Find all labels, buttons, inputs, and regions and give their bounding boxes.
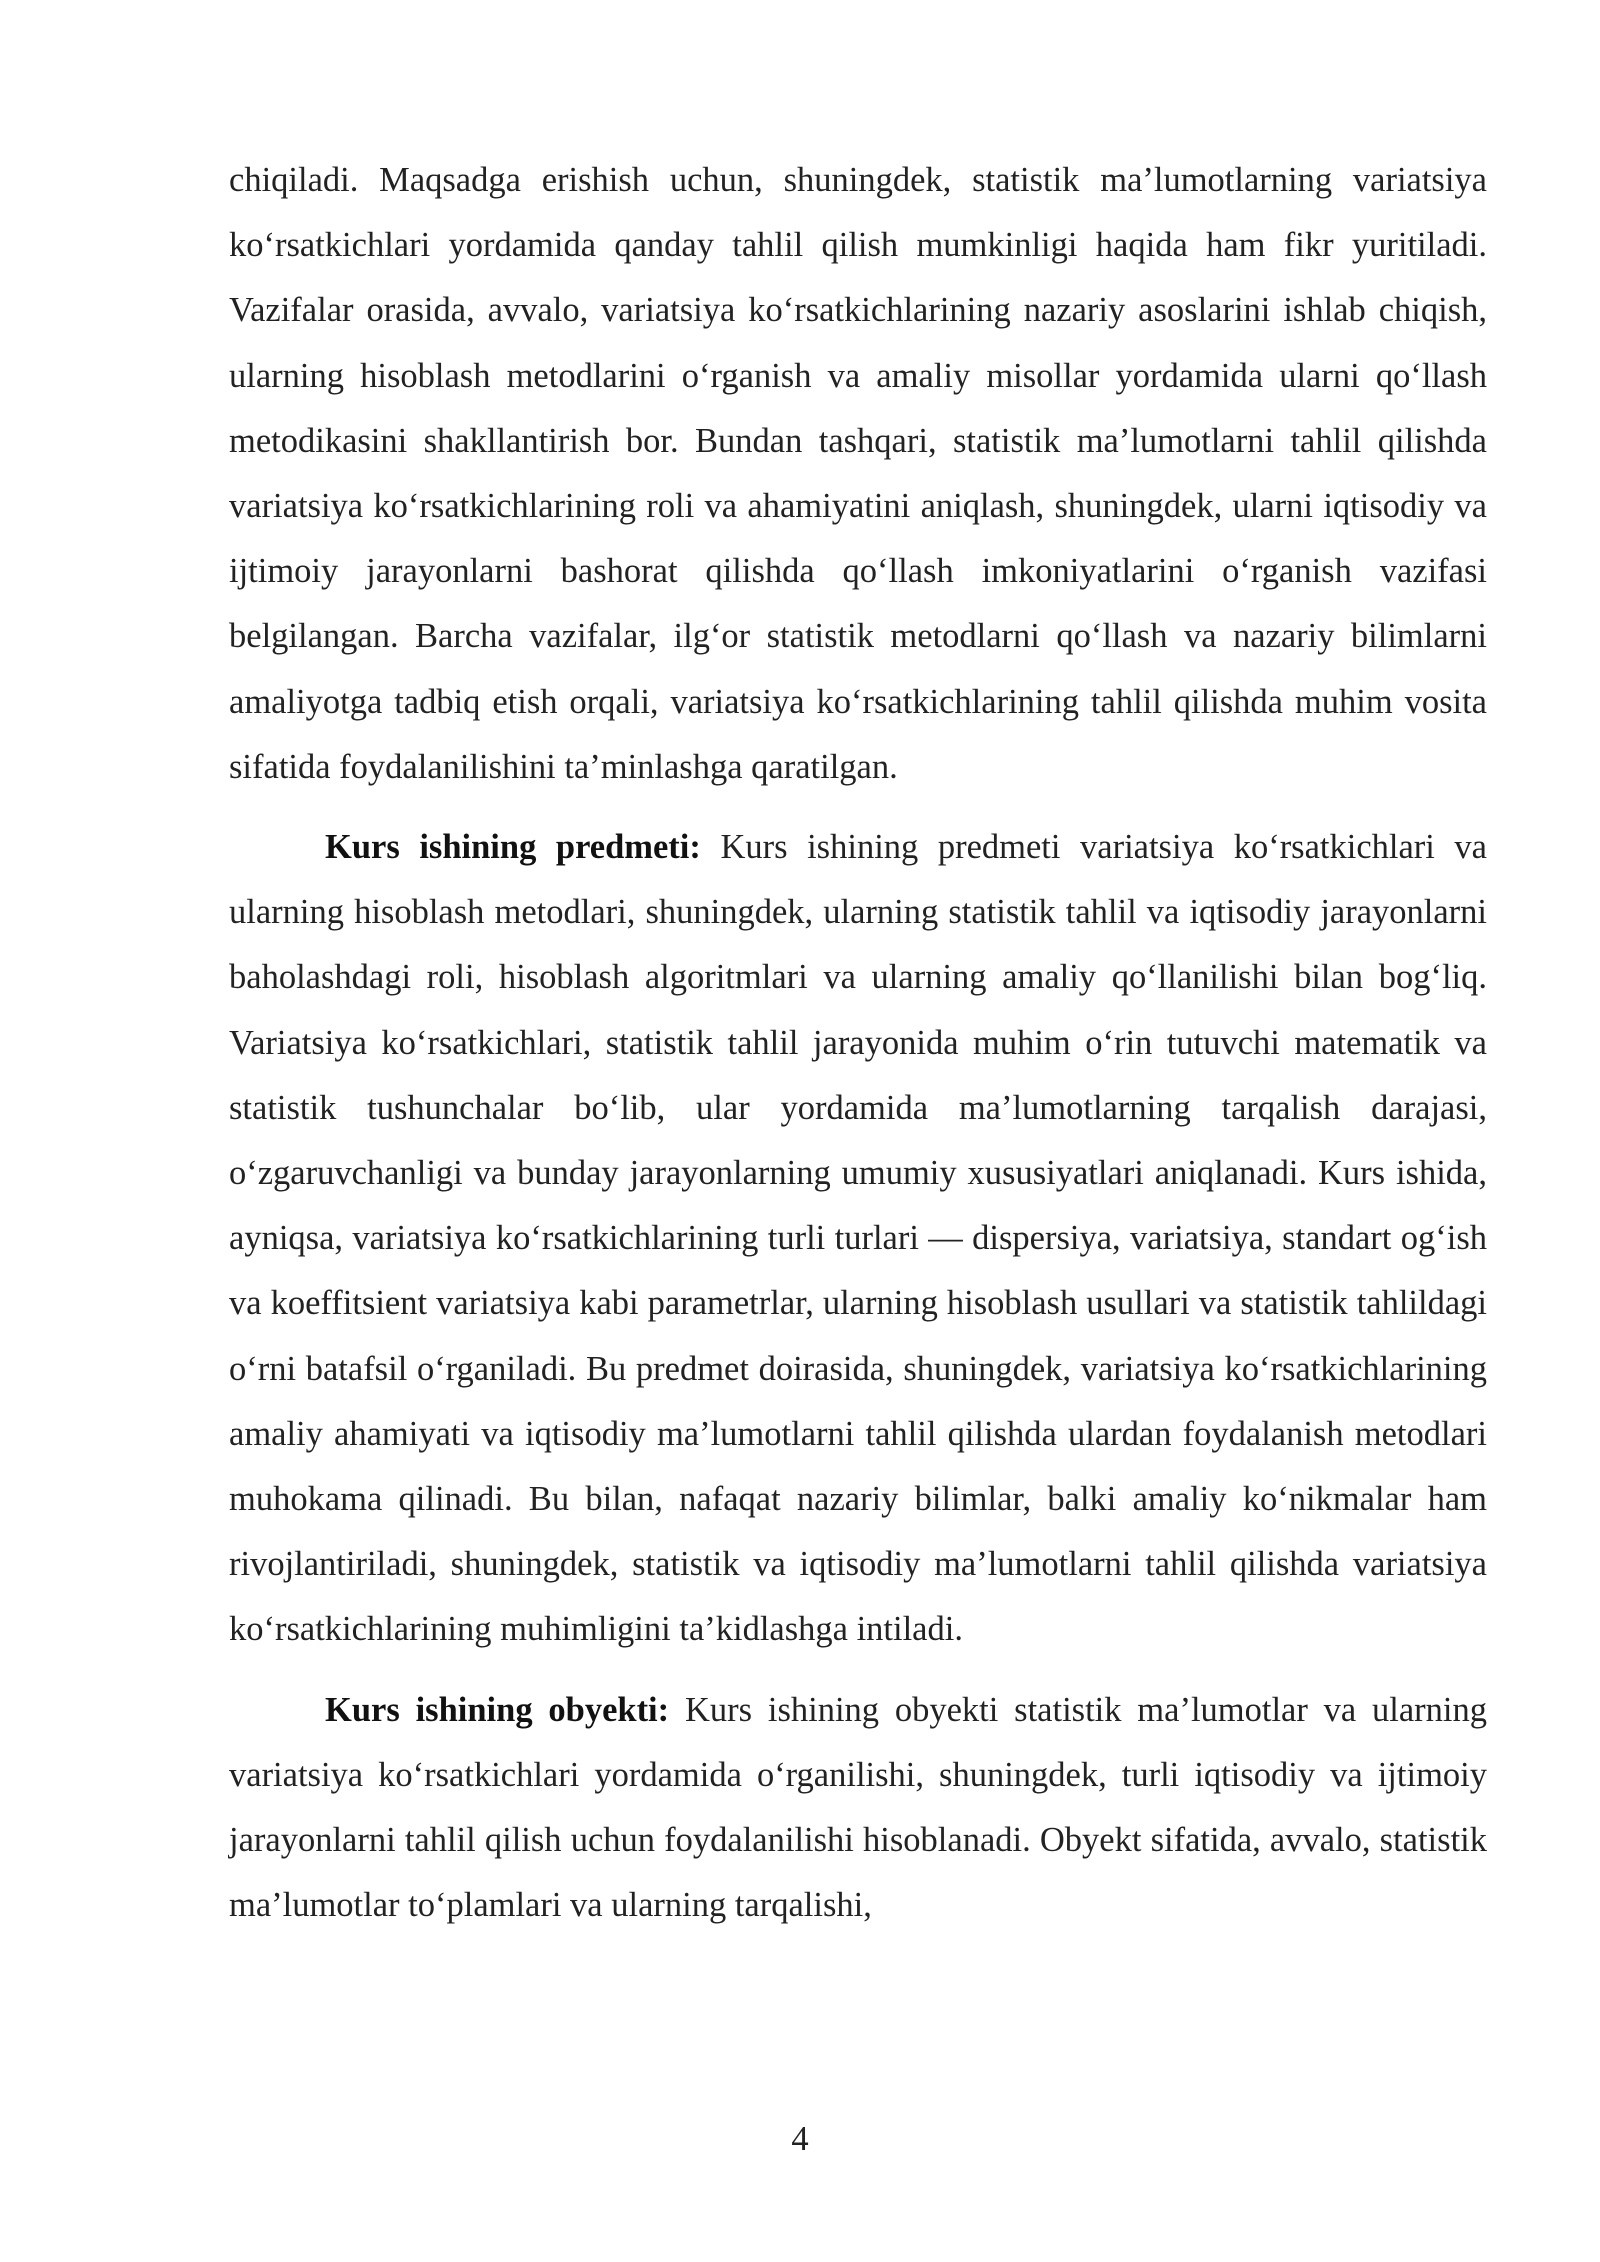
paragraph-text: Kurs ishining obyekti statistik ma’lumotlar va ularning variatsiya ko‘rsatkichlari yordamida o‘rganilishi, shuningdek, turli iqtisodiy va ijtimoiy jarayonlarni tahlil qilish uchun foydalanilishi hisoblanadi. Obyekt sifatida, avvalo, statistik ma’lumotlar to‘plamlari va ularning tarqalishi, [229,1690,1488,1925]
paragraph-heading: Kurs ishining predmeti: [325,828,701,867]
paragraph-text: Kurs ishining predmeti variatsiya ko‘rsatkichlari va ularning hisoblash metodlari, shuningdek, ularning statistik tahlil va iqtisodiy jarayonlarni baholashdagi roli, hisoblash algoritmlari va ularning amaliy qo‘llanilishi bilan bog‘liq. Variatsiya ko‘rsatkichlari, statistik tahlil jarayonida muhim o‘rin tutuvchi matematik va statistik tushunchalar bo‘lib, ular yordamida ma’lumotlarning tarqalish darajasi, o‘zgaruvchanligi va bunday jarayonlarning umumiy xususiyatlari aniqlanadi. Kurs ishida, ayniqsa, variatsiya ko‘rsatkichlarining turli turlari — dispersiya, variatsiya, standart og‘ish va koeffitsient variatsiya kabi parametrlar, ularning hisoblash usullari va statistik tahlildagi o‘rni batafsil o‘rganiladi. Bu predmet doirasida, shuningdek, variatsiya ko‘rsatkichlarining amaliy ahamiyati va iqtisodiy ma’lumotlarni tahlil qilishda ulardan foydalanish metodlari muhokama qilinadi. Bu bilan, nafaqat nazariy bilimlar, balki amaliy ko‘nikmalar ham rivojlantiriladi, shuningdek, statistik va iqtisodiy ma’lumotlarni tahlil qilishda variatsiya ko‘rsatkichlarining muhimligini ta’kidlashga intiladi. [229,828,1487,1649]
paragraph-object [229,1678,1487,1939]
paragraph-goals [229,148,1487,800]
page-number: 4 [791,2120,809,2158]
paragraph-text: chiqiladi. Maqsadga erishish uchun, shuningdek, statistik ma’lumotlarning variatsiya ko‘rsatkichlari yordamida qanday tahlil qilish mumkinligi haqida ham fikr yuritiladi. Vazifalar orasida, avvalo, variatsiya ko‘rsatkichlarining nazariy asoslarini ishlab chiqish, ularning hisoblash metodlarini o‘rganish va amaliy misollar yordamida ularni qo‘llash metodikasini shakllantirish bor. Bundan tashqari, statistik ma’lumotlarni tahlil qilishda variatsiya ko‘rsatkichlarining roli va ahamiyatini aniqlash, shuningdek, ularni iqtisodiy va ijtimoiy jarayonlarni bashorat qilishda qo‘llash imkoniyatlarini o‘rganish vazifasi belgilangan. Barcha vazifalar, ilg‘or statistik metodlarni qo‘llash va nazariy bilimlarni amaliyotga tadbiq etish orqali, variatsiya ko‘rsatkichlarining tahlil qilishda muhim vosita sifatida foydalanilishini ta’minlashga qaratilgan. [229,161,1487,786]
document-page [229,148,1487,1938]
paragraph-heading: Kurs ishining obyekti: [325,1690,670,1729]
paragraph-subject [229,815,1487,1663]
